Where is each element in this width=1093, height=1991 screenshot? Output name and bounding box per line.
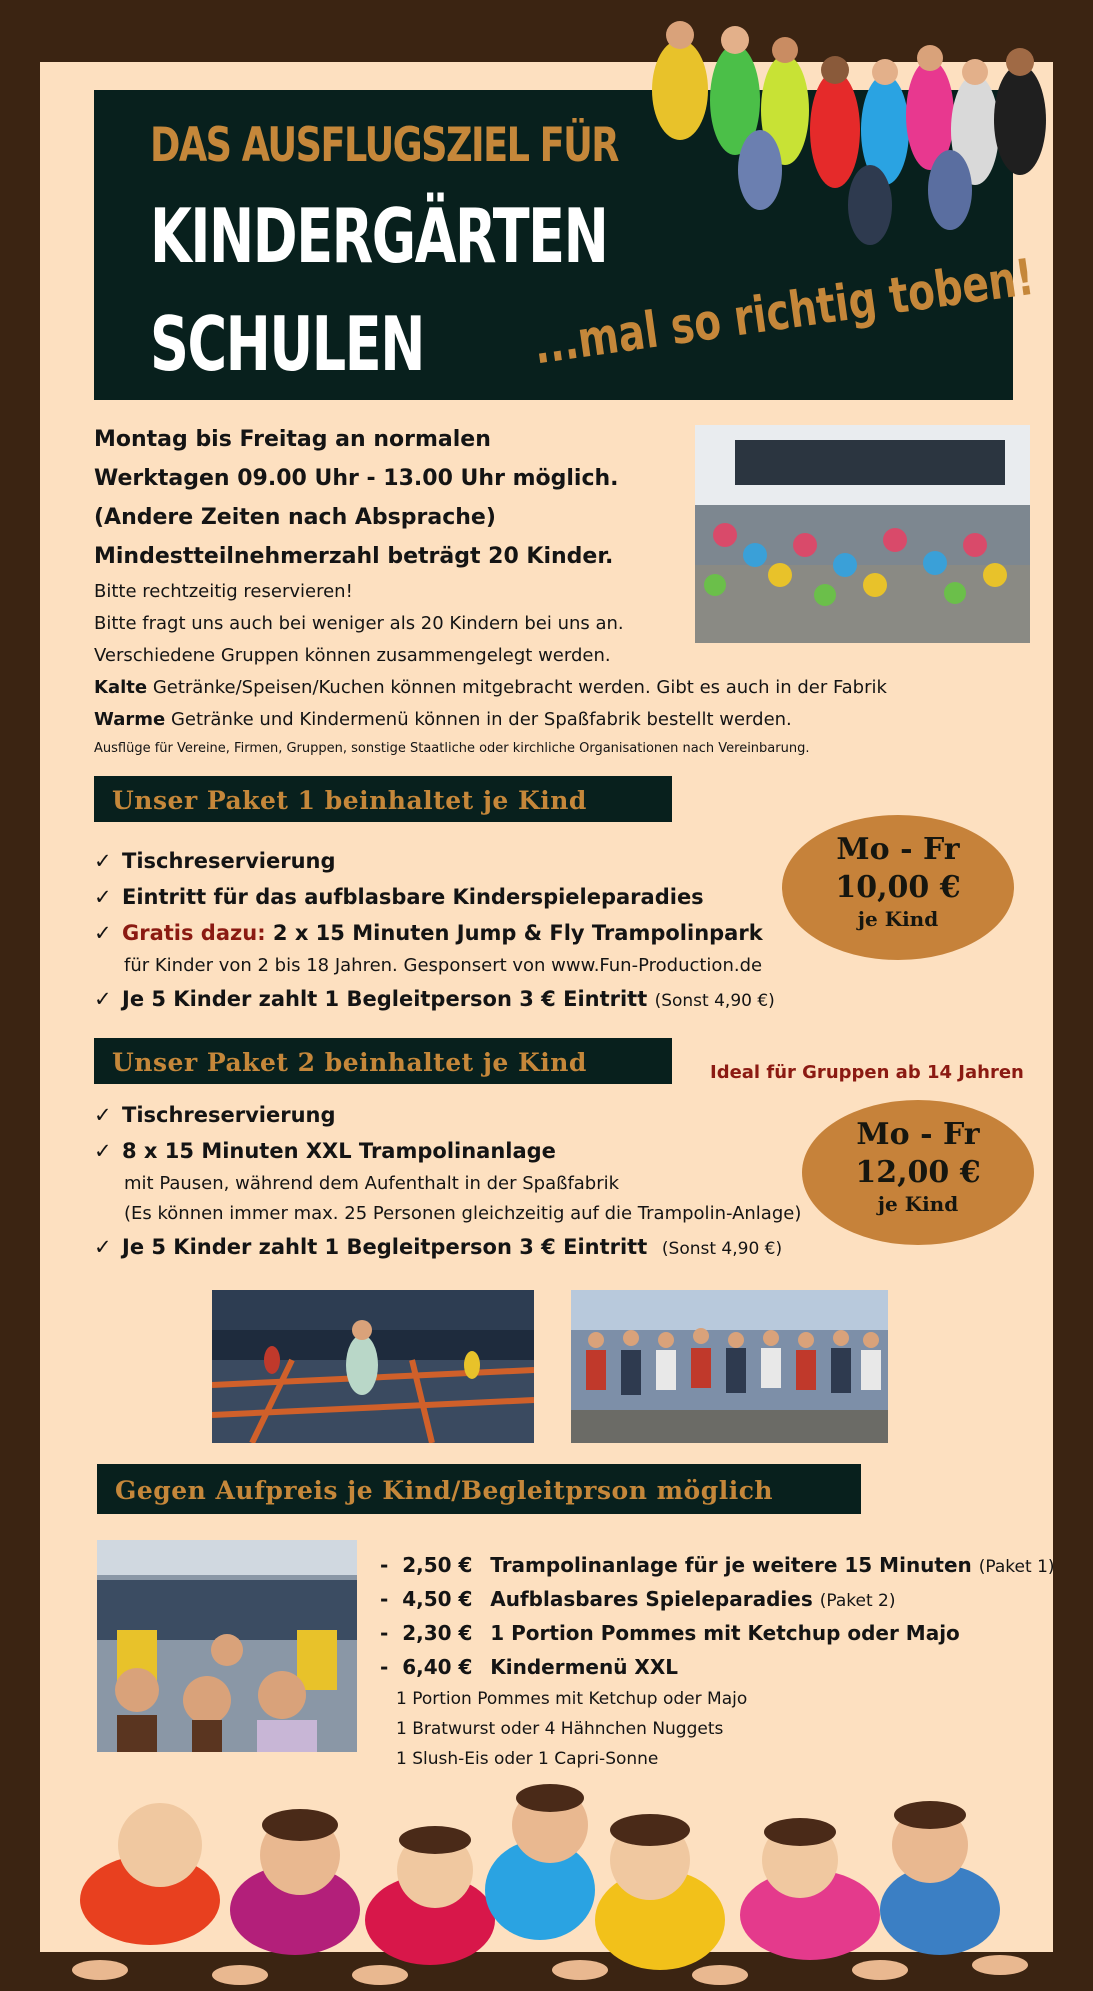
extra-item: - 6,40 € Kindermenü XXL	[380, 1650, 1055, 1684]
bus-interior-photo	[97, 1540, 357, 1752]
kids-lying-photo	[60, 1770, 1040, 1985]
check-icon: ✓	[94, 1103, 112, 1127]
list-item: ✓ Je 5 Kinder zahlt 1 Begleitperson 3 € Eintritt (Sonst 4,90 €)	[94, 981, 775, 1017]
warme-text: Getränke und Kindermenü können in der Spaßfabrik bestellt werden.	[170, 709, 792, 730]
menu-item: 1 Bratwurst oder 4 Hähnchen Nuggets	[396, 1719, 724, 1739]
gratis-sub: für Kinder von 2 bis 18 Jahren. Gesponsert von www.Fun-Production.de	[124, 955, 763, 976]
extra-item: - 2,50 € Trampolinanlage für je weitere 15 Minuten (Paket 1)	[380, 1548, 1055, 1582]
paket1-title: Unser Paket 1 beinhaltet je Kind	[112, 786, 587, 815]
paket2-list	[94, 1097, 801, 1265]
extra-text: 1 Portion Pommes mit Ketchup oder Majo	[490, 1621, 960, 1645]
intro-line: Mindestteilnehmerzahl beträgt 20 Kinder.	[94, 544, 614, 569]
extra-item: - 2,30 € 1 Portion Pommes mit Ketchup oder Majo	[380, 1616, 1055, 1650]
extra-amount: 2,30 €	[402, 1621, 473, 1645]
extra-text: Aufblasbares Spieleparadies	[490, 1587, 813, 1611]
check-icon: ✓	[94, 1235, 112, 1259]
kalte-text: Getränke/Speisen/Kuchen können mitgebracht werden. Gibt es auch in der Fabrik	[152, 677, 887, 698]
intro-line: Werktagen 09.00 Uhr - 13.00 Uhr möglich.	[94, 466, 619, 491]
paket2-sub: mit Pausen, während dem Aufenthalt in der Spaßfabrik	[124, 1173, 620, 1194]
list-item: ✓ Gratis dazu: 2 x 15 Minuten Jump & Fly Trampolinpark	[94, 915, 775, 951]
headline-line-1: DAS AUSFLUGSZIEL FÜR	[150, 118, 618, 173]
extra-amount: 6,40 €	[402, 1655, 473, 1679]
paket1-list	[94, 843, 775, 1017]
extras-title: Gegen Aufpreis je Kind/Begleitprson möglich	[115, 1476, 774, 1505]
intro-line: (Andere Zeiten nach Absprache)	[94, 505, 496, 530]
price-days: Mo - Fr	[856, 1117, 980, 1152]
intro-line: Bitte fragt uns auch bei weniger als 20 Kindern bei uns an.	[94, 613, 624, 634]
check-icon: ✓	[94, 1139, 112, 1163]
intro-line: Montag bis Freitag an normalen	[94, 427, 491, 452]
extra-amount: 4,50 €	[402, 1587, 473, 1611]
organisation-note: Ausflüge für Vereine, Firmen, Gruppen, sonstige Staatliche oder kirchliche Organisationen nach Vereinbarung.	[94, 741, 810, 756]
bus-group-photo	[695, 425, 1030, 643]
price-amount: 10,00 €	[835, 870, 961, 905]
price-unit: je Kind	[877, 1192, 959, 1216]
list-item: ✓ Tischreservierung	[94, 1097, 801, 1133]
price-amount: 12,00 €	[855, 1155, 981, 1190]
list-item: ✓ 8 x 15 Minuten XXL Trampolinanlage	[94, 1133, 801, 1169]
teen-group-photo	[571, 1290, 888, 1443]
menu-item: 1 Slush-Eis oder 1 Capri-Sonne	[396, 1749, 659, 1769]
slogan: ...mal so richtig toben!	[530, 247, 1038, 376]
warme-word: Warme	[94, 709, 166, 730]
paket2-title-bar	[94, 1038, 672, 1084]
price-days: Mo - Fr	[836, 832, 960, 867]
paket1-price-badge	[782, 815, 1014, 960]
intro-line: Verschiedene Gruppen können zusammengelegt werden.	[94, 645, 611, 666]
paket2-price-badge	[802, 1100, 1034, 1245]
headline-line-2: KINDERGÄRTEN	[150, 192, 608, 280]
price-unit: je Kind	[857, 907, 939, 931]
intro-line: Bitte rechtzeitig reservieren!	[94, 581, 353, 602]
extras-list	[380, 1548, 1055, 1774]
warme-line	[94, 704, 974, 736]
paket2-title: Unser Paket 2 beinhaltet je Kind	[112, 1048, 587, 1077]
extra-amount: 2,50 €	[402, 1553, 473, 1577]
check-icon: ✓	[94, 885, 112, 909]
extra-text: Trampolinanlage für je weitere 15 Minuten	[490, 1553, 972, 1577]
paket2-sub: (Es können immer max. 25 Personen gleichzeitig auf die Trampolin-Anlage)	[124, 1203, 802, 1224]
ideal-note: Ideal für Gruppen ab 14 Jahren	[710, 1062, 1024, 1083]
check-icon: ✓	[94, 987, 112, 1011]
extra-text: Kindermenü XXL	[490, 1655, 679, 1679]
trampoline-photo	[212, 1290, 534, 1443]
kalte-line	[94, 672, 974, 704]
extra-item: - 4,50 € Aufblasbares Spieleparadies (Paket 2)	[380, 1582, 1055, 1616]
paket1-title-bar	[94, 776, 672, 822]
check-icon: ✓	[94, 849, 112, 873]
menu-item: 1 Portion Pommes mit Ketchup oder Majo	[396, 1689, 748, 1709]
kalte-word: Kalte	[94, 677, 148, 698]
headline-line-3: SCHULEN	[150, 300, 424, 388]
list-item: ✓ Eintritt für das aufblasbare Kinderspieleparadies	[94, 879, 775, 915]
list-item: ✓ Je 5 Kinder zahlt 1 Begleitperson 3 € Eintritt (Sonst 4,90 €)	[94, 1229, 801, 1265]
gratis-label: Gratis dazu:	[122, 921, 266, 945]
jumping-kids-photo	[620, 0, 1080, 290]
check-icon: ✓	[94, 921, 112, 945]
extras-title-bar	[97, 1464, 861, 1514]
list-item: ✓ Tischreservierung	[94, 843, 775, 879]
